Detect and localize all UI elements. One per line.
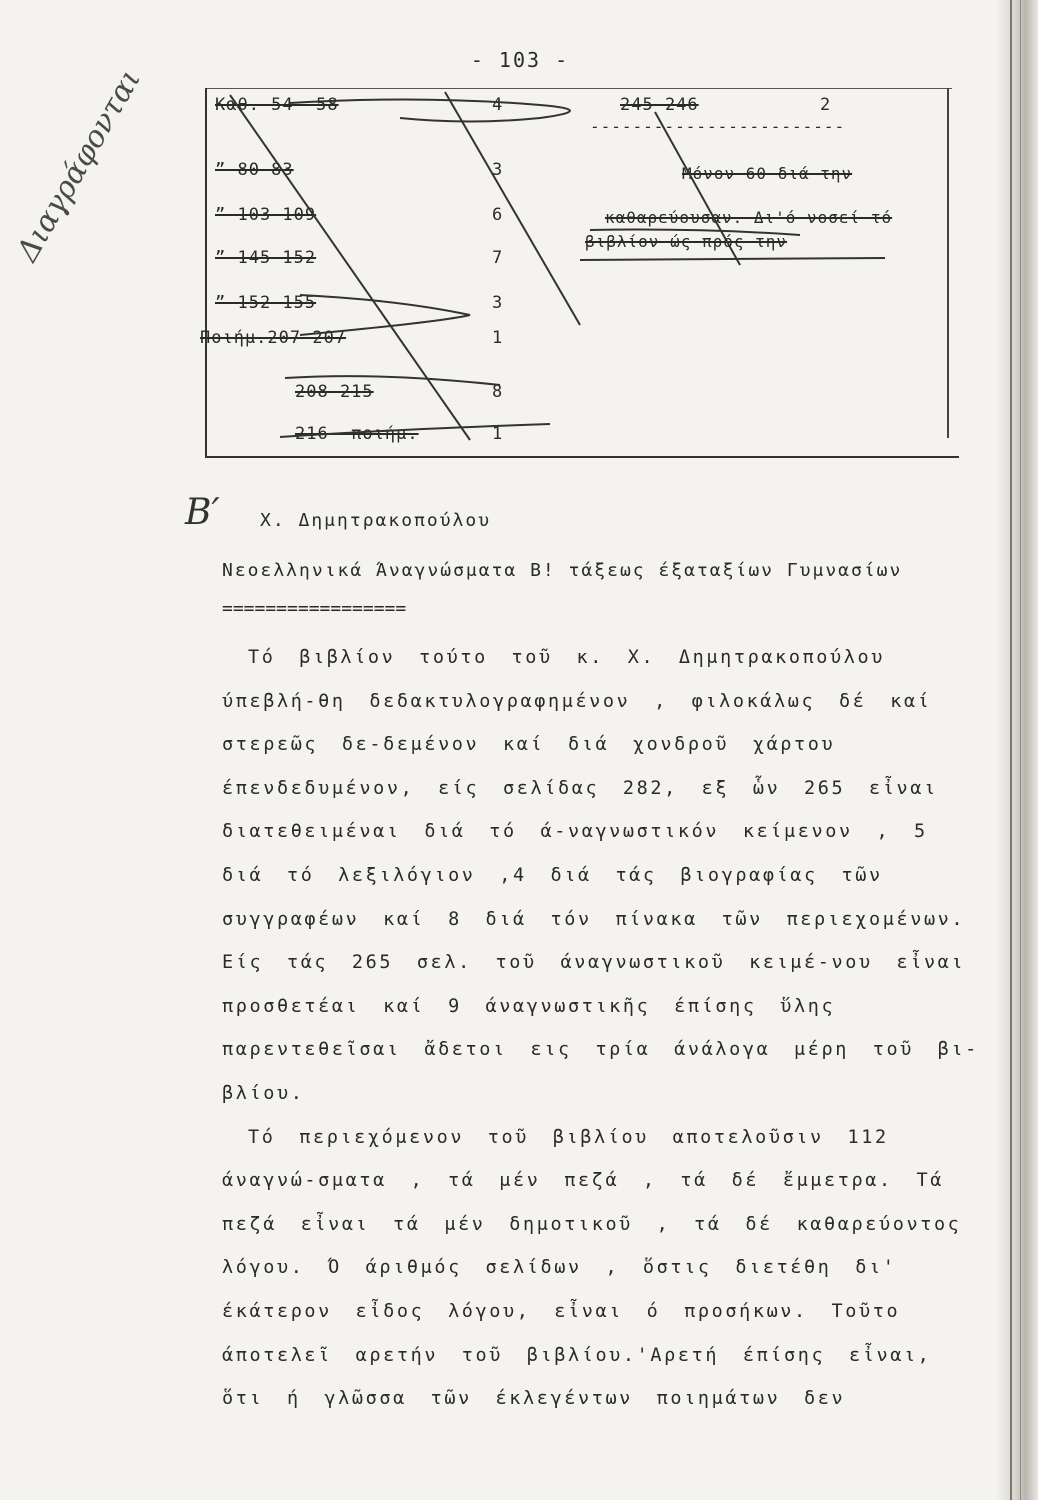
index-row-count: 4 [492,95,504,115]
index-note-line-1: Μόνον 60 διά την [682,164,853,183]
margin-handwritten-note: Διαγράφονται [10,63,149,268]
index-row-ref: Καθ. 54- 58 [215,95,339,115]
index-row-count: 3 [492,160,504,180]
index-row-count: 3 [492,293,504,313]
index-row-ref: Ποιήμ.207-207 [200,328,347,348]
index-row-ref: 216- ποιήμ. [295,424,419,444]
section-mark: Β′ [185,492,220,533]
index-row-count: 7 [492,248,504,268]
review-body [222,636,982,1421]
index-row-ref: ” 152-155 [215,293,317,313]
index-row-ref: ” 80-83 [215,160,294,180]
index-row-ref: ” 145-152 [215,248,317,268]
index-note-line-2: καθαρεύουσαν. Δι'ό νοσεί τό [605,208,893,227]
index-table-top-rule [207,88,952,89]
index-dash-line: ------------------------ [590,117,846,136]
title-underline: ================= [222,598,407,619]
index-table-box [205,88,959,458]
index-range-count: 2 [820,95,832,115]
paragraph: Τό περιεχόμενον τοῦ βιβλίου αποτελοῦσιν 112 άναγνώ-σματα , τά μέν πεζά , τά δέ ἔμμετρα. Τά πεζά εἶναι τά μέν δημοτικοῦ , τά δέ καθαρεύοντος λόγου. Ό άριθμός σελίδων , ὅστις διετέθη δι' έκάτερον εἶδος λόγου, εἶναι ό προσήκων. Τοῦτο άποτελεῖ αρετήν τοῦ βιβλίου.'Αρετή έπίσης εἶναι, ὅτι ή γλῶσσα τῶν έκλεγέντων ποιημάτων δεν [222,1126,962,1410]
book-title: Νεοελληνικά Άναγνώσματα Β! τάξεως έξαταξίων Γυμνασίων [222,560,903,581]
page-binding-edge [996,0,1038,1500]
index-table-right-rule [947,88,949,438]
index-row-count: 6 [492,205,504,225]
page-number: - 103 - [470,48,570,72]
author-heading: Χ. Δημητρακοπούλου [260,510,492,531]
index-row-ref: ” 103-109 [215,205,317,225]
index-row-ref: 208-215 [295,382,374,402]
paragraph: Τό βιβλίον τούτο τοῦ κ. Χ. Δημητρακοπούλου ύπεβλή-θη δεδακτυλογραφημένον , φιλοκάλως δέ καί στερεῶς δε-δεμένον καί διά χονδροῦ χάρτου έπενδεδυμένον, είς σελίδας 282, εξ ὧν 265 εἶναι διατεθειμέναι διά τό ά-ναγνωστικόν κείμενον , 5 διά τό λεξιλόγιον ,4 διά τάς βιογραφίας τῶν συγγραφέων καί 8 διά τόν πίνακα τῶν περιεχομένων. Είς τάς 265 σελ. τοῦ άναγνωστικοῦ κειμέ-νου εἶναι προσθετέαι καί 9 άναγνωστικῆς έπίσης ὕλης παρεντεθεῖσαι ἄδετοι εις τρία άνάλογα μέρη τοῦ βι-βλίου. [222,647,979,1104]
index-row-count: 1 [492,328,504,348]
index-row-count: 8 [492,382,504,402]
index-note-line-3: βιβλίον ώς πρός την [585,232,788,251]
index-range-note: 245-246 [620,95,699,115]
index-row-count: 1 [492,424,504,444]
